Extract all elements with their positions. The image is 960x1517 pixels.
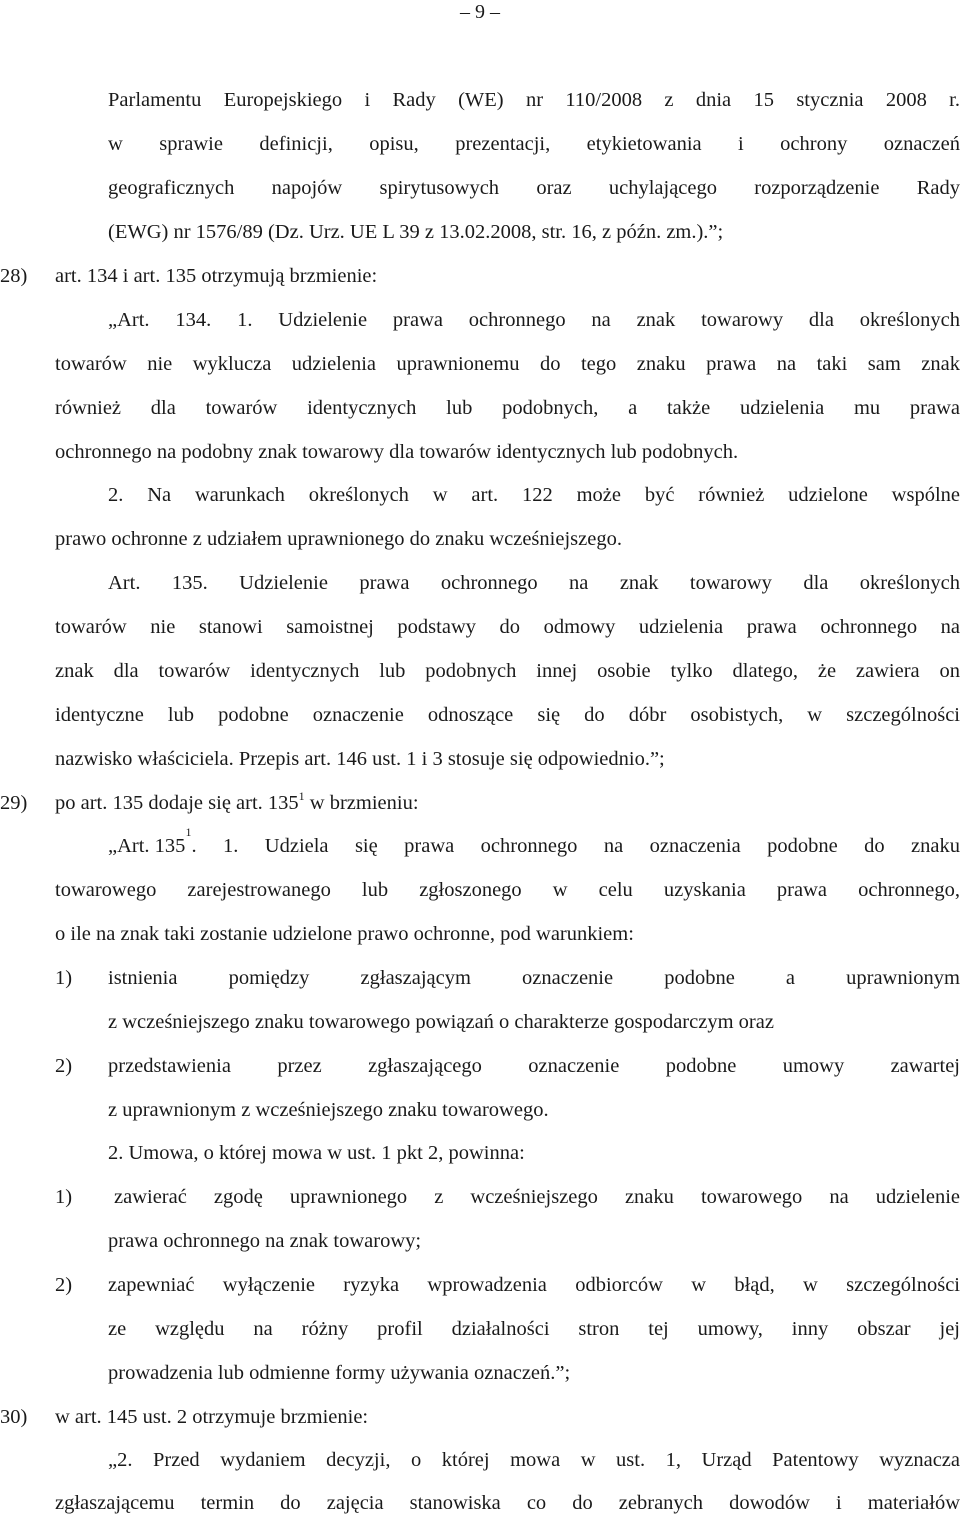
text-line: ochronnego na podobny znak towarowy dla towarów identycznych lub podobnych. xyxy=(55,441,739,463)
list-label: 28) xyxy=(0,265,28,287)
text-line: 2. Umowa, o której mowa w ust. 1 pkt 2, powinna: xyxy=(108,1142,525,1164)
text-line: prowadzenia lub odmienne formy używania oznaczeń.”; xyxy=(108,1362,571,1384)
text-line: zawierać zgodę uprawnionego z wcześniejszego znaku towarowego na udzielenie xyxy=(114,1186,960,1208)
text-line: prawo ochronne z udziałem uprawnionego do znaku wcześniejszego. xyxy=(55,528,622,550)
list-label: 2) xyxy=(55,1055,73,1077)
text-line: również dla towarów identycznych lub podobnych, a także udzielenia mu prawa xyxy=(55,397,960,419)
text-line: z uprawnionym z wcześniejszego znaku towarowego. xyxy=(108,1099,549,1121)
text-line: z wcześniejszego znaku towarowego powiązań o charakterze gospodarczym oraz xyxy=(108,1011,774,1033)
text-line: towarowego zarejestrowanego lub zgłoszonego w celu uzyskania prawa ochronnego, xyxy=(55,879,960,901)
superscript: 1 xyxy=(298,789,305,803)
text-line: „2. Przed wydaniem decyzji, o której mowa w ust. 1, Urząd Patentowy wyznacza xyxy=(108,1449,960,1471)
text-line: (EWG) nr 1576/89 (Dz. Urz. UE L 39 z 13.02.2008, str. 16, z późn. zm.).”; xyxy=(108,221,724,243)
list-label: 2) xyxy=(55,1274,73,1296)
text-fragment: w brzmieniu: xyxy=(309,792,419,814)
list-label: 1) xyxy=(55,967,73,989)
list-label: 29) xyxy=(0,792,28,814)
text-line: 2. Na warunkach określonych w art. 122 może być również udzielone wspólne xyxy=(108,484,960,506)
text-line: istnienia pomiędzy zgłaszającym oznaczenie podobne a uprawnionym xyxy=(108,967,960,989)
text-line: „Art. 134. 1. Udzielenie prawa ochronnego na znak towarowy dla określonych xyxy=(108,309,960,331)
text-line: przedstawienia przez zgłaszającego oznaczenie podobne umowy zawartej xyxy=(108,1055,960,1077)
text-line: znak dla towarów identycznych lub podobnych innej osobie tylko dlatego, że zawiera on xyxy=(55,660,960,682)
text-line: towarów nie stanowi samoistnej podstawy do odmowy udzielenia prawa ochronnego na xyxy=(55,616,960,638)
text-line: Parlamentu Europejskiego i Rady (WE) nr 110/2008 z dnia 15 stycznia 2008 r. xyxy=(108,89,960,111)
text-line: identyczne lub podobne oznaczenie odnoszące się do dóbr osobistych, w szczególności xyxy=(55,704,960,726)
page-number: – 9 – xyxy=(460,1,500,23)
text-line: nazwisko właściciela. Przepis art. 146 ust. 1 i 3 stosuje się odpowiednio.”; xyxy=(55,748,665,770)
text-line: Art. 135. Udzielenie prawa ochronnego na znak towarowy dla określonych xyxy=(108,572,960,594)
text-line xyxy=(108,825,960,860)
text-fragment: po art. 135 dodaje się art. 135 xyxy=(55,792,299,814)
text-fragment: . 1. Udziela się prawa ochronnego na oznaczenia podobne do znaku xyxy=(191,835,960,857)
list-label: 30) xyxy=(0,1406,28,1428)
text-line: w sprawie definicji, opisu, prezentacji, etykietowania i ochrony oznaczeń xyxy=(108,133,960,155)
text-line: towarów nie wyklucza udzielenia uprawnionemu do tego znaku prawa na taki sam znak xyxy=(55,353,960,375)
text-line: prawa ochronnego na znak towarowy; xyxy=(108,1230,422,1252)
list-label: 1) xyxy=(55,1186,73,1208)
superscript: 1 xyxy=(185,825,192,839)
text-line: zgłaszającemu termin do zajęcia stanowiska co do zebranych dowodów i materiałów xyxy=(55,1492,960,1514)
text-fragment: „Art. 135 xyxy=(108,835,186,857)
text-line: o ile na znak taki zostanie udzielone prawo ochronne, pod warunkiem: xyxy=(55,923,634,945)
text-line: zapewniać wyłączenie ryzyka wprowadzenia odbiorców w błąd, w szczególności xyxy=(108,1274,960,1296)
text-line: ze względu na różny profil działalności stron tej umowy, inny obszar jej xyxy=(108,1318,960,1340)
text-line: w art. 145 ust. 2 otrzymuje brzmienie: xyxy=(55,1406,369,1428)
text-line: geograficznych napojów spirytusowych oraz uchylającego rozporządzenie Rady xyxy=(108,177,960,199)
text-line: art. 134 i art. 135 otrzymują brzmienie: xyxy=(55,265,378,287)
text-line xyxy=(55,789,419,817)
